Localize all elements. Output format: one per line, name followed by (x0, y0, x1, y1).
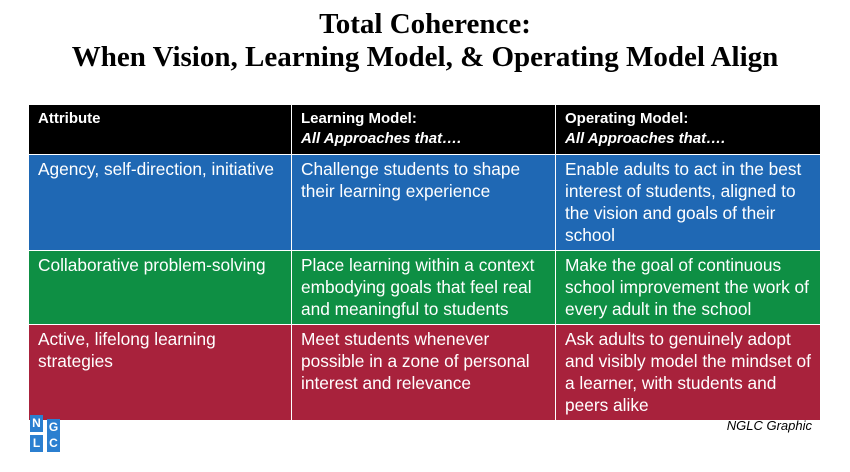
credit-text: NGLC Graphic (726, 418, 812, 433)
nglc-logo (30, 415, 60, 452)
logo-letter-g: G (48, 420, 59, 434)
header-operating-model-sub: All Approaches that…. (565, 130, 726, 147)
table-header-row (29, 105, 821, 155)
operating-model-cell: Make the goal of continuous school improvement the work of every adult in the school (556, 251, 821, 325)
header-operating-model (556, 105, 821, 155)
learning-model-cell: Challenge students to shape their learning experience (292, 155, 556, 251)
header-learning-model-label: Learning Model: (301, 110, 417, 127)
table-row (29, 325, 821, 421)
operating-model-cell: Enable adults to act in the best interest of students, aligned to the vision and goals of their school (556, 155, 821, 251)
page-title (0, 8, 850, 74)
table-row (29, 251, 821, 325)
logo-letter-c: C (47, 435, 60, 452)
header-attribute (29, 105, 292, 155)
header-attribute-label: Attribute (38, 110, 101, 127)
header-learning-model-sub: All Approaches that…. (301, 130, 462, 147)
operating-model-cell: Ask adults to genuinely adopt and visibly model the mindset of a learner, with students and peers alike (556, 325, 821, 421)
title-line-1: Total Coherence: (319, 8, 531, 40)
learning-model-cell: Place learning within a context embodying goals that feel real and meaningful to students (292, 251, 556, 325)
header-operating-model-label: Operating Model: (565, 110, 689, 127)
logo-letter-n: N (30, 415, 43, 432)
attribute-cell: Agency, self-direction, initiative (29, 155, 292, 251)
header-learning-model (292, 105, 556, 155)
title-line-2: When Vision, Learning Model, & Operating Model Align (71, 41, 779, 73)
table-row (29, 155, 821, 251)
coherence-table (28, 104, 821, 421)
attribute-cell: Collaborative problem-solving (29, 251, 292, 325)
logo-letter-l: L (30, 435, 43, 452)
attribute-cell: Active, lifelong learning strategies (29, 325, 292, 421)
learning-model-cell: Meet students whenever possible in a zone of personal interest and relevance (292, 325, 556, 421)
